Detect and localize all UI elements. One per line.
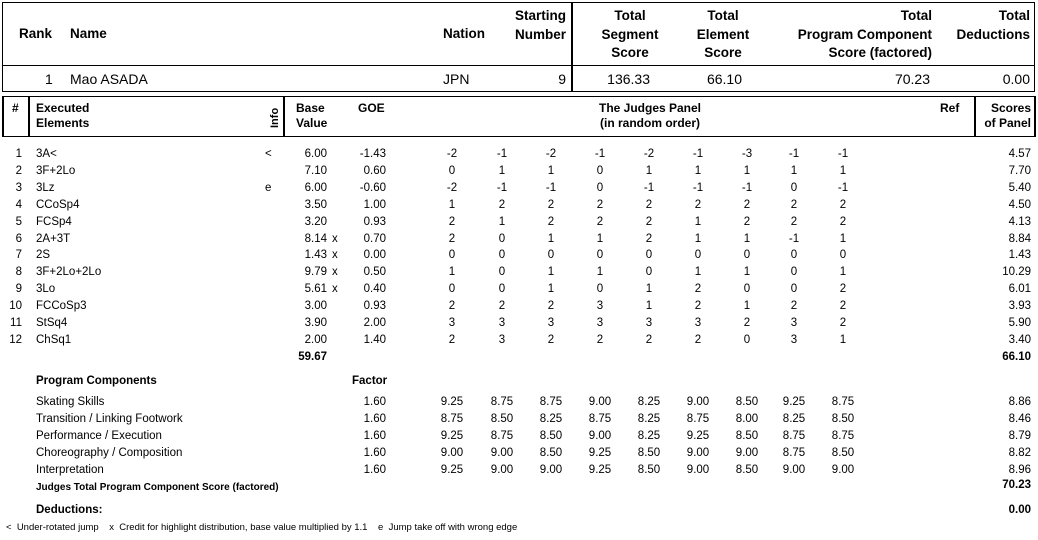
element-base-value: 3.00 xyxy=(304,300,327,313)
judge-score: 2 xyxy=(645,232,653,245)
judge-score: 1 xyxy=(547,232,555,245)
judge-score: 0 xyxy=(790,181,798,194)
judge-score: 2 xyxy=(547,333,555,346)
element-panel-score: 3.93 xyxy=(1008,300,1031,313)
judge-score: 3 xyxy=(694,317,702,329)
ref-header: Ref xyxy=(940,101,960,115)
judge-score: 1 xyxy=(498,164,506,177)
judge-score: 2 xyxy=(743,215,751,228)
element-goe: 0.40 xyxy=(363,283,386,296)
judge-score: 2 xyxy=(790,300,798,313)
component-panel-score: 8.82 xyxy=(1008,446,1031,459)
judge-score: -1 xyxy=(496,181,508,194)
judge-score: -2 xyxy=(446,181,458,194)
judge-score: -3 xyxy=(741,148,753,160)
base-value-header: Base Value xyxy=(296,101,328,130)
component-judge-score: 9.00 xyxy=(686,446,710,459)
element-goe: 0.60 xyxy=(363,164,386,177)
component-panel-score: 8.96 xyxy=(1008,463,1031,476)
element-name: 3Lz xyxy=(36,181,55,194)
component-judge-score: 8.50 xyxy=(539,429,563,442)
judge-score: 2 xyxy=(839,283,847,296)
deductions-header: Total Deductions xyxy=(956,8,1030,42)
scores-of-panel-header: Scores of Panel xyxy=(984,101,1031,130)
pcs-total: 70.23 xyxy=(1002,479,1031,491)
judge-score: -1 xyxy=(837,181,849,194)
element-base-value: 7.10 xyxy=(304,164,327,177)
element-panel-score: 4.13 xyxy=(1008,215,1031,228)
deductions-label: Deductions: xyxy=(36,504,103,516)
judge-score: -1 xyxy=(545,181,557,194)
judge-score: 0 xyxy=(790,283,798,296)
component-judge-score: 9.00 xyxy=(686,463,710,476)
element-info: < xyxy=(265,148,272,160)
judge-score: 2 xyxy=(448,333,456,346)
element-base-value: 1.43 xyxy=(304,249,327,262)
component-factor: 1.60 xyxy=(363,396,386,408)
element-panel-score: 5.40 xyxy=(1008,181,1031,194)
judge-score: 1 xyxy=(743,164,751,177)
component-judge-score: 8.75 xyxy=(440,412,464,425)
element-x-flag: x xyxy=(332,283,338,296)
element-num: 12 xyxy=(9,333,22,346)
component-judge-score: 8.75 xyxy=(490,396,514,408)
judge-score: 3 xyxy=(448,317,456,329)
element-num: 7 xyxy=(15,249,22,262)
judge-score: 2 xyxy=(498,198,506,211)
element-name: 3F+2Lo+2Lo xyxy=(36,266,102,279)
judge-score: -1 xyxy=(643,181,655,194)
element-num: 1 xyxy=(15,148,22,160)
judge-score: 1 xyxy=(645,164,653,177)
skater-name: Mao ASADA xyxy=(70,71,148,87)
element-num: 10 xyxy=(9,300,22,313)
element-name: 2S xyxy=(36,249,51,262)
judge-score: 0 xyxy=(839,249,847,262)
judge-score: -2 xyxy=(446,148,458,160)
judge-score: -2 xyxy=(643,148,655,160)
judge-score: 1 xyxy=(645,300,653,313)
component-judge-score: 8.75 xyxy=(539,396,563,408)
program-components-title: Program Components xyxy=(36,375,157,387)
component-judge-score: 9.25 xyxy=(782,396,806,408)
component-judge-score: 8.25 xyxy=(637,429,661,442)
judge-score: 2 xyxy=(645,198,653,211)
skater-start: 9 xyxy=(558,71,566,87)
component-judge-score: 8.25 xyxy=(637,396,661,408)
component-panel-score: 8.86 xyxy=(1008,396,1031,408)
factor-header: Factor xyxy=(352,375,388,387)
component-judge-score: 9.25 xyxy=(686,429,710,442)
component-judge-score: 9.25 xyxy=(440,429,464,442)
component-judge-score: 9.00 xyxy=(831,463,855,476)
component-judge-score: 8.50 xyxy=(539,446,563,459)
element-info: e xyxy=(265,181,272,194)
element-panel-score: 3.40 xyxy=(1008,333,1031,346)
judge-score: 3 xyxy=(596,300,604,313)
judge-score: 1 xyxy=(839,266,847,279)
judge-score: 2 xyxy=(547,300,555,313)
judge-score: 0 xyxy=(498,232,506,245)
element-goe: 0.93 xyxy=(363,215,386,228)
starting-number-header: Starting Number xyxy=(514,8,566,42)
component-judge-score: 9.00 xyxy=(490,446,514,459)
element-x-flag: x xyxy=(332,266,338,279)
judge-score: 3 xyxy=(498,317,506,329)
element-name: FCSp4 xyxy=(36,215,72,228)
element-num: 6 xyxy=(15,232,22,245)
judge-score: 3 xyxy=(790,333,798,346)
component-judge-score: 8.25 xyxy=(637,412,661,425)
judge-score: 2 xyxy=(448,232,456,245)
component-name: Skating Skills xyxy=(36,396,105,408)
judge-score: -1 xyxy=(594,148,606,160)
element-name: 3A< xyxy=(36,148,57,160)
element-goe: 1.00 xyxy=(363,198,386,211)
pcs-header: Total Program Component Score (factored) xyxy=(797,8,932,60)
element-base-value: 6.00 xyxy=(304,181,327,194)
judge-score: 2 xyxy=(743,317,751,329)
skater-tes: 66.10 xyxy=(706,71,742,87)
component-judge-score: 8.50 xyxy=(637,463,661,476)
judge-score: 2 xyxy=(448,215,456,228)
element-goe: 0.70 xyxy=(363,232,386,245)
judge-score: 2 xyxy=(694,333,702,346)
judge-score: -1 xyxy=(788,232,800,245)
component-judge-score: 8.75 xyxy=(490,429,514,442)
pcs-total-label: Judges Total Program Component Score (factored) xyxy=(36,482,279,493)
component-judge-score: 8.75 xyxy=(782,446,806,459)
element-base-value: 9.79 xyxy=(304,266,327,279)
component-panel-score: 8.46 xyxy=(1008,412,1031,425)
component-judge-score: 8.25 xyxy=(539,412,563,425)
component-judge-score: 8.75 xyxy=(588,412,612,425)
elements-header-bottom xyxy=(2,136,1035,137)
element-num: 9 xyxy=(15,283,22,296)
element-name: 2A+3T xyxy=(36,232,71,245)
judge-score: 2 xyxy=(790,215,798,228)
judge-score: 1 xyxy=(743,232,751,245)
judge-score: -1 xyxy=(741,181,753,194)
judge-score: 1 xyxy=(694,232,702,245)
judge-score: 2 xyxy=(645,333,653,346)
judge-score: 2 xyxy=(839,317,847,329)
judge-score: 2 xyxy=(694,198,702,211)
judge-score: 1 xyxy=(839,164,847,177)
element-num: 11 xyxy=(10,317,22,329)
component-factor: 1.60 xyxy=(363,429,386,442)
info-header: Info xyxy=(269,107,281,128)
judge-score: 2 xyxy=(839,300,847,313)
component-factor: 1.60 xyxy=(363,446,386,459)
element-num: 4 xyxy=(15,198,22,211)
header-vsep xyxy=(571,2,573,92)
judge-score: -1 xyxy=(692,148,704,160)
judge-score: 2 xyxy=(596,198,604,211)
rank-header: Rank xyxy=(19,26,53,41)
element-name: StSq4 xyxy=(36,317,68,329)
component-judge-score: 8.75 xyxy=(831,396,855,408)
judge-score: 1 xyxy=(645,283,653,296)
element-num: 5 xyxy=(15,215,22,228)
element-base-value: 3.90 xyxy=(304,317,327,329)
judge-score: -1 xyxy=(788,148,800,160)
element-panel-score: 6.01 xyxy=(1008,283,1031,296)
component-name: Choreography / Composition xyxy=(36,446,183,459)
skater-tss: 136.33 xyxy=(607,71,650,87)
judge-score: 1 xyxy=(448,198,456,211)
element-panel-score: 1.43 xyxy=(1008,249,1031,262)
element-num: 2 xyxy=(15,164,22,177)
component-judge-score: 8.50 xyxy=(831,446,855,459)
element-goe: 0.50 xyxy=(363,266,386,279)
component-judge-score: 9.00 xyxy=(782,463,806,476)
judge-score: 0 xyxy=(596,283,604,296)
nation-header: Nation xyxy=(443,26,485,41)
deductions-total: 0.00 xyxy=(1008,504,1031,516)
element-panel-score: 4.57 xyxy=(1008,148,1031,160)
goe-header: GOE xyxy=(358,101,385,115)
judge-score: 2 xyxy=(839,215,847,228)
judges-panel-header: The Judges Panel (in random order) xyxy=(598,101,702,130)
judge-score: 2 xyxy=(596,215,604,228)
element-base-value: 8.14 xyxy=(304,232,327,245)
element-base-value: 3.20 xyxy=(304,215,327,228)
judge-score: 2 xyxy=(596,333,604,346)
judge-score: 1 xyxy=(694,266,702,279)
element-name: FCCoSp3 xyxy=(36,300,87,313)
judge-score: 3 xyxy=(645,317,653,329)
judge-score: 0 xyxy=(596,164,604,177)
component-panel-score: 8.79 xyxy=(1008,429,1031,442)
component-judge-score: 9.00 xyxy=(539,463,563,476)
component-judge-score: 9.25 xyxy=(440,463,464,476)
judge-score: 2 xyxy=(694,283,702,296)
element-name: CCoSp4 xyxy=(36,198,80,211)
component-judge-score: 9.00 xyxy=(588,396,612,408)
judge-score: 0 xyxy=(547,249,555,262)
element-base-value: 5.61 xyxy=(304,283,327,296)
judge-score: -2 xyxy=(545,148,557,160)
judge-score: 0 xyxy=(448,164,456,177)
judge-score: 2 xyxy=(743,198,751,211)
judge-score: 0 xyxy=(596,249,604,262)
judge-score: 3 xyxy=(498,333,506,346)
element-panel-score: 5.90 xyxy=(1008,317,1031,329)
element-base-value: 3.50 xyxy=(304,198,327,211)
judge-score: 2 xyxy=(645,215,653,228)
judge-score: 1 xyxy=(790,164,798,177)
judge-score: 0 xyxy=(498,266,506,279)
judge-score: 0 xyxy=(498,249,506,262)
skater-deductions: 0.00 xyxy=(1002,71,1030,87)
element-goe: 1.40 xyxy=(363,333,386,346)
judge-score: 2 xyxy=(547,198,555,211)
skater-nation: JPN xyxy=(443,71,470,87)
judge-score: 0 xyxy=(790,266,798,279)
component-judge-score: 8.50 xyxy=(735,463,759,476)
element-goe: -1.43 xyxy=(359,148,386,160)
component-judge-score: 9.25 xyxy=(440,396,464,408)
judge-score: 1 xyxy=(596,232,604,245)
component-judge-score: 8.75 xyxy=(782,429,806,442)
judge-score: 1 xyxy=(694,164,702,177)
judge-score: 1 xyxy=(547,283,555,296)
component-judge-score: 8.00 xyxy=(735,412,759,425)
element-panel-score: 4.50 xyxy=(1008,198,1031,211)
judge-score: 1 xyxy=(596,266,604,279)
judge-score: -1 xyxy=(496,148,508,160)
judge-score: -1 xyxy=(692,181,704,194)
component-judge-score: 8.50 xyxy=(490,412,514,425)
element-name: ChSq1 xyxy=(36,333,72,346)
judge-score: 3 xyxy=(547,317,555,329)
judge-score: 1 xyxy=(839,232,847,245)
component-judge-score: 9.25 xyxy=(588,463,612,476)
header-divider xyxy=(2,65,1035,66)
element-x-flag: x xyxy=(332,249,338,262)
component-judge-score: 8.50 xyxy=(735,429,759,442)
num-header: # xyxy=(12,101,19,115)
component-judge-score: 8.25 xyxy=(782,412,806,425)
component-judge-score: 9.00 xyxy=(735,446,759,459)
judge-score: 0 xyxy=(448,283,456,296)
element-goe: 2.00 xyxy=(363,317,386,329)
component-judge-score: 9.00 xyxy=(686,396,710,408)
component-judge-score: 8.75 xyxy=(831,429,855,442)
element-panel-score: 7.70 xyxy=(1008,164,1031,177)
element-base-value: 2.00 xyxy=(304,333,327,346)
judge-score: 0 xyxy=(743,249,751,262)
element-x-flag: x xyxy=(332,232,338,245)
judge-score: 0 xyxy=(790,249,798,262)
judge-score: 1 xyxy=(743,300,751,313)
element-num: 3 xyxy=(15,181,22,194)
component-name: Transition / Linking Footwork xyxy=(36,412,183,425)
base-value-total: 59.67 xyxy=(298,351,327,363)
tss-header: Total Segment Score xyxy=(601,8,659,60)
judge-score: 1 xyxy=(498,215,506,228)
element-goe: 0.93 xyxy=(363,300,386,313)
judge-score: 0 xyxy=(498,283,506,296)
judge-score: 1 xyxy=(839,333,847,346)
judge-score: 1 xyxy=(547,266,555,279)
judge-score: 1 xyxy=(743,266,751,279)
skater-rank: 1 xyxy=(45,71,53,87)
component-factor: 1.60 xyxy=(363,463,386,476)
judge-score: 0 xyxy=(743,283,751,296)
judge-score: 3 xyxy=(596,317,604,329)
judge-score: 2 xyxy=(839,198,847,211)
name-header: Name xyxy=(70,26,107,41)
judge-score: 0 xyxy=(694,249,702,262)
component-judge-score: 8.50 xyxy=(637,446,661,459)
element-num: 8 xyxy=(15,266,22,279)
judge-score: 1 xyxy=(694,215,702,228)
component-factor: 1.60 xyxy=(363,412,386,425)
component-judge-score: 9.25 xyxy=(588,446,612,459)
tes-total: 66.10 xyxy=(1002,351,1031,363)
component-judge-score: 8.75 xyxy=(686,412,710,425)
tes-header: Total Element Score xyxy=(696,8,750,60)
judge-score: 0 xyxy=(645,249,653,262)
element-name: 3F+2Lo xyxy=(36,164,76,177)
judge-score: 2 xyxy=(498,300,506,313)
judge-score: 1 xyxy=(448,266,456,279)
element-name: 3Lo xyxy=(36,283,56,296)
judge-score: 0 xyxy=(596,181,604,194)
footnote: < Under-rotated jump x Credit for highlight distribution, base value multiplied by 1.1 e Jump take off with wrong edge xyxy=(6,522,518,533)
judge-score: 2 xyxy=(790,198,798,211)
element-goe: -0.60 xyxy=(359,181,386,194)
judge-score: 3 xyxy=(790,317,798,329)
judge-score: 0 xyxy=(448,249,456,262)
element-panel-score: 8.84 xyxy=(1008,232,1031,245)
judge-score: 2 xyxy=(448,300,456,313)
component-judge-score: 9.00 xyxy=(588,429,612,442)
judge-score: 2 xyxy=(547,215,555,228)
judge-score: 0 xyxy=(645,266,653,279)
component-name: Interpretation xyxy=(36,463,104,476)
component-judge-score: 8.50 xyxy=(831,412,855,425)
judge-score: 0 xyxy=(743,333,751,346)
judge-score: 2 xyxy=(694,300,702,313)
component-judge-score: 8.50 xyxy=(735,396,759,408)
executed-elements-header: Executed Elements xyxy=(36,101,90,130)
component-judge-score: 9.00 xyxy=(490,463,514,476)
judge-score: -1 xyxy=(837,148,849,160)
judge-score: 1 xyxy=(547,164,555,177)
element-panel-score: 10.29 xyxy=(1002,266,1031,279)
elements-header-top xyxy=(2,96,1035,97)
component-judge-score: 9.00 xyxy=(440,446,464,459)
component-name: Performance / Execution xyxy=(36,429,162,442)
element-goe: 0.00 xyxy=(363,249,386,262)
skater-pcs: 70.23 xyxy=(894,71,930,87)
element-base-value: 6.00 xyxy=(304,148,327,160)
